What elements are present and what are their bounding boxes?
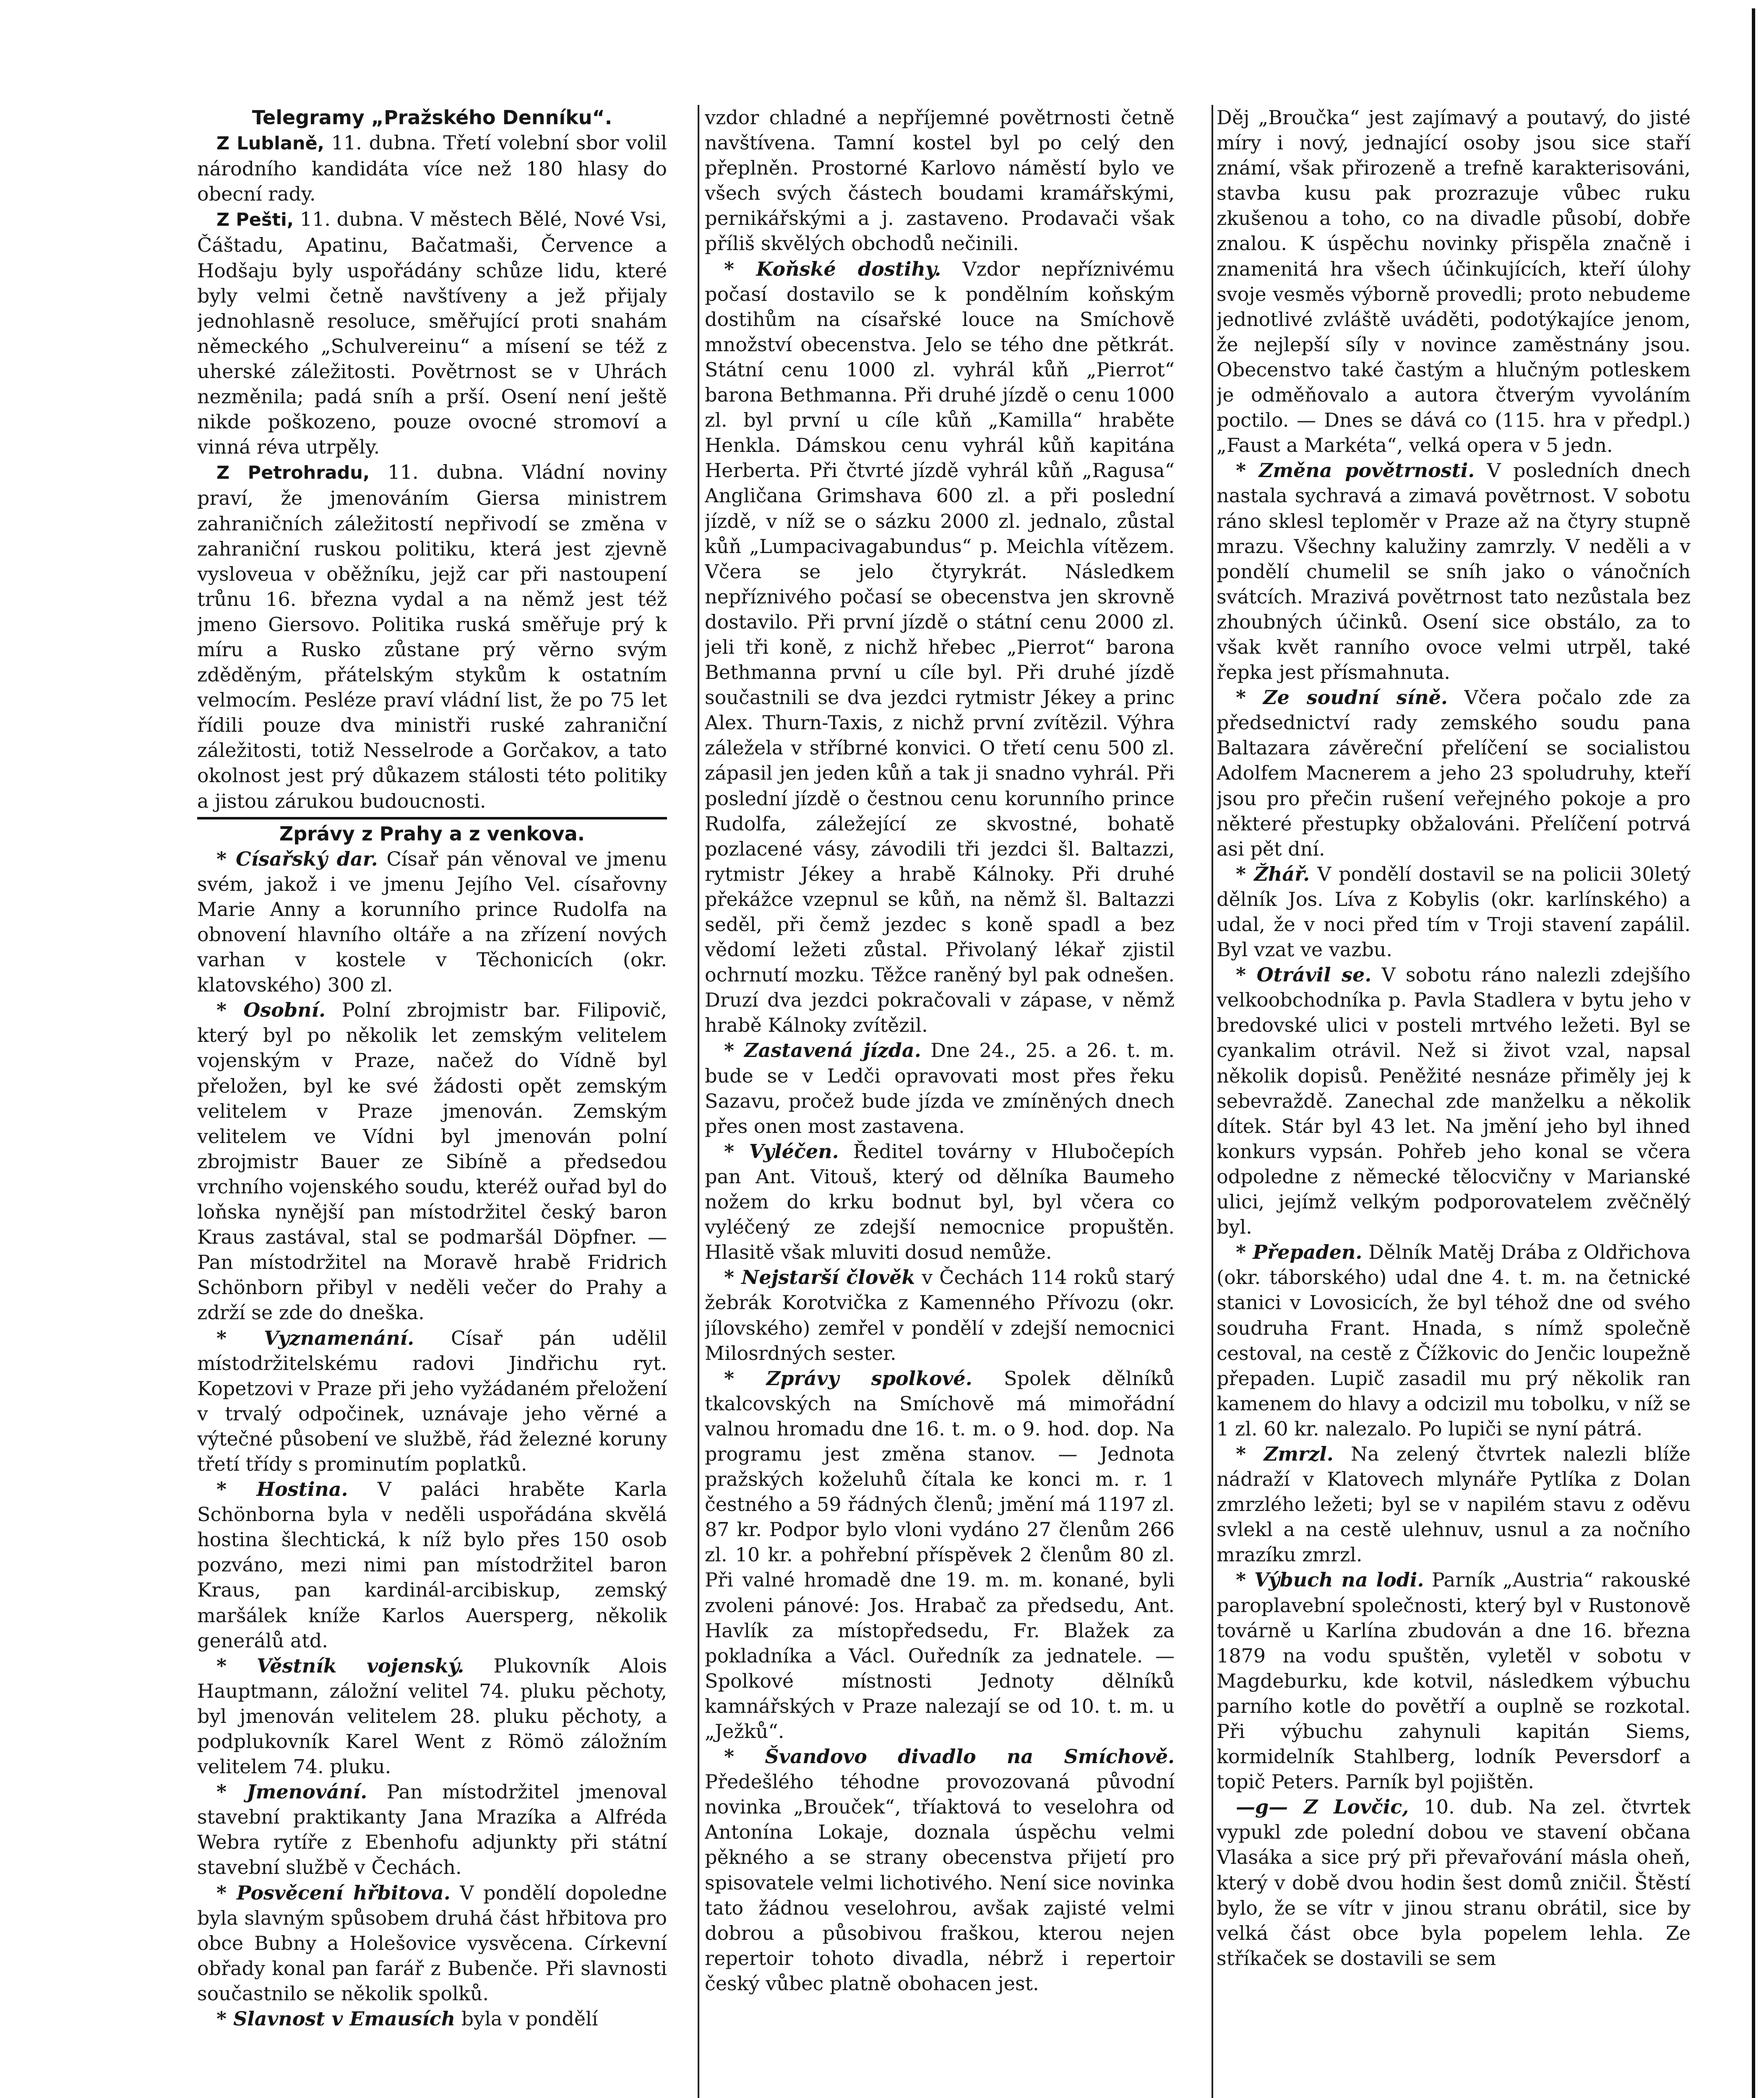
telegram-pest: Z Pešti, 11. dubna. V městech Bělé, Nové Vsi, Čáštadu, Apatinu, Bačatmaši, Července a Hodšaju byly uspořádány schůze lidu, které byly velmi četně navštíveny a jež přijaly jednohlasně resoluce, směřující proti snahám německého „Schulvereinu“ a mísení se též z uherské záležitosti. Povětrnost se v Uhrách nezměnila; padá sníh a prší. Osení není ještě nikde poškozeno, pouze ovocné stromoví a vinná réva utrpěly. [197,208,667,459]
news-award: * Vyznamenání. Císař pán udělil místodržitelskému radovi Jindřichu ryt. Kopetzovi v Praze při jeho vyžádaném přeložení v trvalý odpočinek, uznávaje jeho věrné a výtečné působení ve službě, řád železné koruny třetí třídy s prominutím poplatků. [197,1326,667,1475]
column-divider-1 [698,105,699,2098]
column-divider-2 [1212,105,1213,2098]
news-poisoned: * Otrávil se. V sobotu ráno nalezli zdejšího velkoobchodníka p. Pavla Stadlera v bytu jeho v bredovské ulici v posteli mrtvého ležeti. Byl se cyankalim otrávil. Než si život vzal, napsal několik dopisů. Peněžité nesnáze přiměly jej k sebevraždě. Zanechal zde manželku a několik dítek. Stár byl 43 let. Na jmění jeho byl ihned konkurs vypsán. Pohřeb jeho konal se včera odpoledne z německé tělocvičny v Marianské ulici, jejímž velkým podporovatelem zvěčnělý byl. [1217,963,1691,1239]
news-arsonist: * Žhář. V pondělí dostavil se na policii 30letý dělník Jos. Líva z Kobylis (okr. karlínského) a udal, že v noci před tím v Troji stavení zapálil. Byl vzat ve vazbu. [1217,862,1691,961]
column-2 [705,105,1175,2098]
news-explosion: * Výbuch na lodi. Parník „Austria“ rakouské paroplavební společnosti, který byl v Rustonově továrně u Karlína zbudován a dne 16. března 1879 na vodu spuštěn, vyletěl v sobotu v Magdeburku, kde kotvil, následkem výbuchu parního kotle do povětří a ouplně se rozkotal. Při výbuchu zahynuli kapitán Siems, kormidelník Stahlberg, lodník Peversdorf a topič Peters. Parník byl pojištěn. [1217,1568,1691,1793]
continuation-paragraph: vzdor chladné a nepříjemné povětrnosti četně navštívena. Tamní kostel byl po celý den přeplněn. Prostorné Karlovo náměstí bylo ve všech svých částech boudami kramářskými, pernikářskými a j. zastaveno. Prodavači však příliš skvělých obchodů nečinili. [705,106,1175,255]
news-military: * Věstník vojenský. Plukovník Alois Hauptmann, záložní velitel 74. pluku pěchoty, byl jmenován velitelem 28. pluku pěchoty, a podplukovník Karel Went z Römö záložním velitelem 74. pluku. [197,1654,667,1778]
news-cemetery: * Posvěcení hřbitova. V pondělí dopoledne byla slavným spůsobem druhá část hřbitova pro obce Bubny a Holešovice vysvěcena. Církevní obřady konal pan farář z Bubenče. Při slavnosti součastnilo se několik spolků. [197,1881,667,2005]
news-court: * Ze soudní síně. Včera počalo zde za předsednictví rady zemského soudu pana Baltazara závěreční přelíčení se socialistou Adolfem Macnerem a jeho 23 spoludruhy, kteří jsou pro přečin rušení veřejného pokoje a pro některé přestupky obžalováni. Přelíčení potrvá asi pět dní. [1217,686,1691,860]
news-closed-road: * Zastavená jízda. Dne 24., 25. a 26. t. m. bude se v Ledči opravovati most přes řeku Sazavu, pročež bude jízda ve zmíněných dnech přes onen most zastavena. [705,1039,1175,1138]
news-horse-races: * Koňské dostihy. Vzdor nepříznivému počasí dostavilo se k pondělním koňským dostihům na císařské louce na Smíchově množství obecenstva. Jelo se tého dne pětkrát. Státní cenu 1000 zl. vyhrál kůň „Pierrot“ barona Bethmanna. Při druhé jízdě o cenu 1000 zl. byl první u cíle kůň „Kamilla“ hraběte Henkla. Dámskou cenu vyhrál kůň kapitána Herberta. Při čtvrté jízdě vyhrál kůň „Ragusa“ Angličana Grimshava 600 zl. a při poslední jízdě, v níž se o sázku 2000 zl. jednalo, zůstal kůň „Lumpacivagabundus“ p. Meichla vítězem. Včera se jelo čtyrykrát. Následkem nepříznivého počasí se obecenstva jen skrovně dostavilo. Při první jízdě o státní cenu 2000 zl. jeli tři koně, z nichž hřebec „Pierrot“ barona Bethmanna první u cíle byl. Při druhé jízdě součastnili se dva jezdci rytmistr Jékey a princ Alex. Thurn-Taxis, z nichž první zvítězil. Výhra záležela v stříbrné konvici. O třetí cenu 500 zl. zápasil jen jeden kůň a tak ji snadno vyhrál. Při poslední jízdě o čestnou cenu korunního prince Rudolfa, záležející ze skvostné, bohatě pozlacené vásy, závodili tři jezdci šl. Baltazzi, rytmistr Jékey a hrabě Kálnoky. Při druhé překážce vzepnul se kůň, na němž šl. Baltazzi seděl, při čemž jezdec s koně spadl a bez vědomí ležeti zůstal. Přivolaný lékař zjistil ochrnutí mozku. Těžce raněný byl pak odnešen. Druzí dva jezdci pokračovali v zápase, v němž hrabě Kálnoky zvítězil. [705,257,1175,1037]
section-heading: Zprávy z Prahy a z venkova. [197,817,667,846]
page-edge-rule [1752,8,1755,2098]
news-theatre: * Švandovo divadlo na Smíchově. Předešlého téhodne provozovaná původní novinka „Brouček“, tříaktová to veselohra od Antonína Lokaje, doznala úspěchu velmi pěkného a se strany obecenstva přijetí pro spisovatele velmi lichotivého. Není sice novinka tato žádnou veselohrou, avšak zajisté velmi dobrou a působivou fraškou, kterou nejen repertoir tohoto divadla, nébrž i repertoir český vůbec platně obohacen jest. [705,1745,1175,1995]
telegram-petrograd: Z Petrohradu, 11. dubna. Vládní noviny praví, že jmenováním Giersa ministrem zahraničních záležitostí nepřivodí se změna v zahraniční ruskou politiku, která jest zjevně vysloveua v oběžníku, jejž car při nastoupení trůnu 16. března vydal a na němž jest též jmeno Giersovo. Politika ruská směřuje prý k míru a Rusko zůstane prý věrno svým zděděným, přátelským stykům k ostatním velmocím. Pesléze praví vládní list, že po 75 let řídili pouze dva ministři ruské zahraniční záležitosti, totiž Nesselrode a Gorčakov, a tato okolnost jest prý důkazem stálosti této politiky a jistou zárukou budoucnosti. [197,461,667,812]
news-associations: * Zprávy spolkové. Spolek dělníků tkalcovských na Smíchově má mimořádní valnou hromadu dne 16. t. m. o 9. hod. dop. Na programu jest změna stanov. — Jednota pražských koželuhů čítala ke konci m. r. 1 čestného a 59 řádných členů; jmění má 1197 zl. 87 kr. Podpor bylo vloni vydáno 27 členům 266 zl. 10 kr. a pohřební příspěvek 2 členům 80 zl. Při valné hromadě dne 19. m. m. konané, byli zvoleni pánové: Jos. Hrabač za předsedu, Ant. Havlík za místopředsedu, Fr. Blažek za pokladníka a Václ. Ouředník za jednatele. — Spolkové místnosti Jednoty dělníků kamnářských v Praze nalezají se od 10. t. m. u „Ježků“. [705,1367,1175,1743]
theatre-continuation: Děj „Broučka“ jest zajímavý a poutavý, do jisté míry i nový, jednající osoby jsou sice staří známí, však přirozeně a trefně karakterisováni, stavba kusu pak prozrazuje vůbec ruku zkušenou a toho, co na divadle působí, dobře znalou. K úspěchu novinky přispěla značně i znamenitá hra všech účinkujících, kteří úlohy svoje vesměs výborně provedli; proto nebudeme jednotlivé zvláště uváděti, podotýkajíce jenom, že nejlepší síly v novince zaměstnány jsou. Obecenstvo také častým a hlučným potleskem je odměňovalo a autora čtverým vyvoláním poctilo. — Dnes se dává co (115. hra v předpl.) „Faust a Markéta“, velká opera v 5 jedn. [1217,106,1691,457]
news-lovcice: —g— Z Lovčic, 10. dub. Na zel. čtvrtek vypukl zde polední dobou ve stavení občana Vlasáka a sice prý při převařování másla oheň, který v době dvou hodin šest domů zničil. Štěstí bylo, že se vítr v jinou stranu obrátil, sice by velká část obce byla popelem lehla. Ze stříkaček se dostavili se sem [1217,1795,1691,1970]
news-personal: * Osobní. Polní zbrojmistr bar. Filipovič, který byl po několik let zemským velitelem vojenským v Praze, načež do Vídně byl přeložen, byl ke své žádosti opět zemským velitelem v Praze jmenován. Zemským velitelem ve Vídni byl jmenován polní zbrojmistr Bauer ze Sibíně a předsedou vrchního vojenského soudu, kteréž ouřad byl do loňska nynější pan místodržitel český baron Kraus zastával, stal se podmaršál Döpfner. — Pan místodržitel na Moravě hrabě Fridrich Schönborn přibyl v neděli večer do Prahy a zdrží se zde do dneška. [197,999,667,1324]
column-3 [1217,105,1691,2098]
news-emaus: * Slavnost v Emausích byla v pondělí [216,2007,598,2030]
news-frozen: * Zmrzl. Na zelený čtvrtek nalezli blíže nádraží v Klatovech mlynáře Pytlíka z Dolan zmrzlého ležeti; byl se v napilém stavu z oděvu svlekl a na cestě ulehnuv, usnul a za nočního mrazíku zmrzl. [1217,1442,1691,1566]
telegrams-heading: Telegramy „Pražského Denníku“. [252,106,612,129]
news-oldest-man: * Nejstarší člověk v Čechách 114 roků starý žebrák Korotvička z Kamenného Přívozu (okr. jílovského) zemřel v pondělí v zdejší nemocnici Milosrdných sester. [705,1266,1175,1365]
news-weather: * Změna povětrnosti. V posledních dnech nastala sychravá a zimavá povětrnost. V sobotu ráno sklesl teploměr v Praze až na čtyry stupně mrazu. Všechny kalužiny zamrzly. V neděli a v pondělí chumelil se sníh jako o vánočních svátcích. Mrazivá povětrnost tato nezůstala bez zhoubných účinků. Osení sice obstálo, za to však květ ranního ovoce velmi utrpěl, také řepka jest přísmahnuta. [1217,459,1691,684]
news-banquet: * Hostina. V paláci hraběte Karla Schönborna byla v neděli uspořádána skvělá hostina šlechtická, k níž bylo přes 150 osob pozváno, mezi nimi pan místodržitel baron Kraus, pan kardinál-arcibiskup, zemský maršálek kníže Karlos Auersperg, několik generálů atd. [197,1478,667,1652]
news-robbery: * Přepaden. Dělník Matěj Drába z Oldřichova (okr. táborského) udal dne 4. t. m. na četnické stanici v Lovosicích, že byl téhož dne od svého soudruha Frant. Hnada, s nímž společně cestoval, na cestě z Čížkovic do Jenčic loupežně přepaden. Lupič zasadil mu prý několik ran kamenem do hlavy a odcizil mu tobolku, v níž se 1 zl. 60 kr. nalezalo. Po lupiči se nyní pátrá. [1217,1241,1691,1440]
news-appointment: * Jmenování. Pan místodržitel jmenoval stavební praktikanty Jana Mrazíka a Alfréda Webra rytíře z Ebenhofu adjunkty při státní stavební službě v Čechách. [197,1780,667,1879]
news-cured: * Vyléčen. Ředitel továrny v Hlubočepích pan Ant. Vitouš, který od dělníka Baumeho nožem do krku bodnut byl, byl včera co vyléčený ze zdejší nemocnice propuštěn. Hlasitě však mluviti dosud nemůže. [705,1140,1175,1264]
column-1 [197,105,667,2098]
telegram-ljubljana: Z Lublaně, 11. dubna. Třetí volební sbor volil národního kandidáta více než 180 hlasy do obecní rady. [197,131,667,206]
news-imperial-gift: * Císařský dar. Císař pán věnoval ve jmenu svém, jakož i ve jmenu Jejího Vel. císařovny Marie Anny a korunního prince Rudolfa na obnovení hlavního oltáře a na zřízení nových varhan v kostele v Těchonicích (okr. klatovského) 300 zl. [197,847,667,997]
